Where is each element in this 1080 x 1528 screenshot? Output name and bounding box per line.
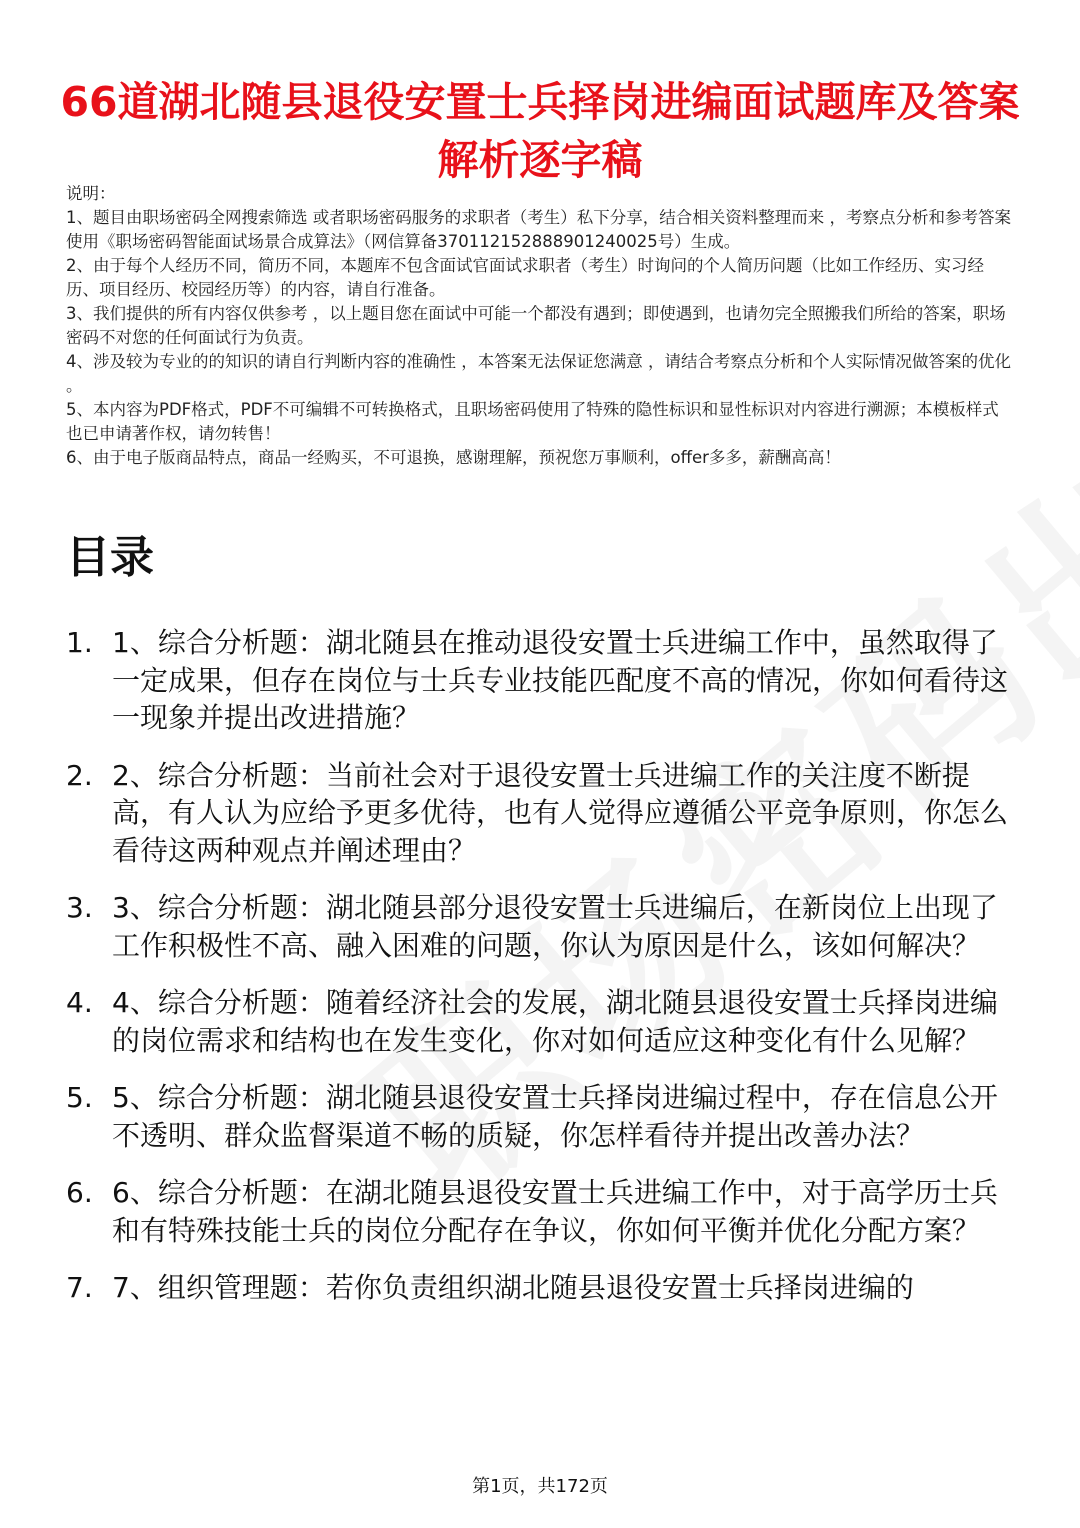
toc-item-text[interactable]: 3、综合分析题：湖北随县部分退役安置士兵进编后，在新岗位上出现了工作积极性不高、融入困难的问题，你认为原因是什么，该如何解决？ bbox=[112, 891, 998, 962]
toc-item-number: 1. bbox=[66, 626, 93, 659]
toc-item[interactable] bbox=[66, 889, 1018, 964]
note-item: 5、本内容为PDF格式，PDF不可编辑不可转换格式，且职场密码使用了特殊的隐性标识和显性标识对内容进行溯源；本模板样式也已申请著作权，请勿转售！ bbox=[66, 400, 999, 443]
toc-item-text[interactable]: 7、组织管理题：若你负责组织湖北随县退役安置士兵择岗进编的 bbox=[112, 1271, 914, 1304]
toc-item-number: 3. bbox=[66, 891, 93, 924]
toc-heading: 目录 bbox=[66, 532, 154, 583]
toc-item-number: 4. bbox=[66, 986, 93, 1019]
toc-item-text[interactable]: 2、综合分析题：当前社会对于退役安置士兵进编工作的关注度不断提高，有人认为应给予更多优待，也有人觉得应遵循公平竞争原则，你怎么看待这两种观点并阐述理由？ bbox=[112, 758, 1009, 867]
note-item: 4、涉及较为专业的的知识的请自行判断内容的准确性 ，本答案无法保证您满意 ，请结合考察点分析和个人实际情况做答案的优化 。 bbox=[66, 352, 1011, 395]
notes-heading: 说明： bbox=[66, 184, 116, 203]
note-item: 1、题目由职场密码全网搜索筛选 或者职场密码服务的求职者（考生）私下分享，结合相关资料整理而来 ，考察点分析和参考答案使用《职场密码智能面试场景合成算法》（网信算备370112152888901240025号）生成。 bbox=[66, 208, 1011, 251]
toc-item[interactable] bbox=[66, 1269, 1018, 1307]
toc-item-number: 7. bbox=[66, 1271, 93, 1304]
toc-item-text[interactable]: 5、综合分析题：湖北随县退役安置士兵择岗进编过程中，存在信息公开不透明、群众监督渠道不畅的质疑，你怎样看待并提出改善办法？ bbox=[112, 1081, 998, 1152]
note-item: 2、由于每个人经历不同，简历不同，本题库不包含面试官面试求职者（考生）时询问的个人简历问题（比如工作经历、实习经历、项目经历、校园经历等）的内容，请自行准备。 bbox=[66, 256, 984, 299]
toc-item-number: 2. bbox=[66, 758, 93, 792]
note-item: 6、由于电子版商品特点，商品一经购买，不可退换，感谢理解，预祝您万事顺利，offer多多，薪酬高高！ bbox=[66, 448, 841, 467]
toc-item[interactable] bbox=[66, 1174, 1018, 1249]
toc-item-text[interactable]: 4、综合分析题：随着经济社会的发展，湖北随县退役安置士兵择岗进编的岗位需求和结构也在发生变化，你对如何适应这种变化有什么见解？ bbox=[112, 986, 998, 1057]
toc-item-text[interactable]: 1、综合分析题：湖北随县在推动退役安置士兵进编工作中，虽然取得了一定成果，但存在岗位与士兵专业技能匹配度不高的情况，你如何看待这一现象并提出改进措施？ bbox=[112, 626, 1009, 734]
toc-item[interactable] bbox=[66, 757, 1018, 870]
toc-item-text[interactable]: 6、综合分析题：在湖北随县退役安置士兵进编工作中，对于高学历士兵和有特殊技能士兵的岗位分配存在争议，你如何平衡并优化分配方案？ bbox=[112, 1176, 998, 1247]
toc-item-number: 6. bbox=[66, 1176, 93, 1209]
toc-item[interactable] bbox=[66, 984, 1018, 1059]
toc-item[interactable] bbox=[66, 624, 1018, 737]
notes-section bbox=[66, 182, 1014, 470]
toc-list bbox=[66, 624, 1018, 1327]
document-title: 66道湖北随县退役安置士兵择岗进编面试题库及答案解析逐字稿 bbox=[60, 78, 1020, 185]
note-item: 3、我们提供的所有内容仅供参考 ，以上题目您在面试中可能一个都没有遇到；即使遇到，也请勿完全照搬我们所给的答案，职场密码不对您的任何面试行为负责。 bbox=[66, 304, 1006, 347]
toc-item[interactable] bbox=[66, 1079, 1018, 1154]
toc-item-number: 5. bbox=[66, 1081, 93, 1114]
page-footer: 第1页，共172页 bbox=[472, 1476, 608, 1497]
